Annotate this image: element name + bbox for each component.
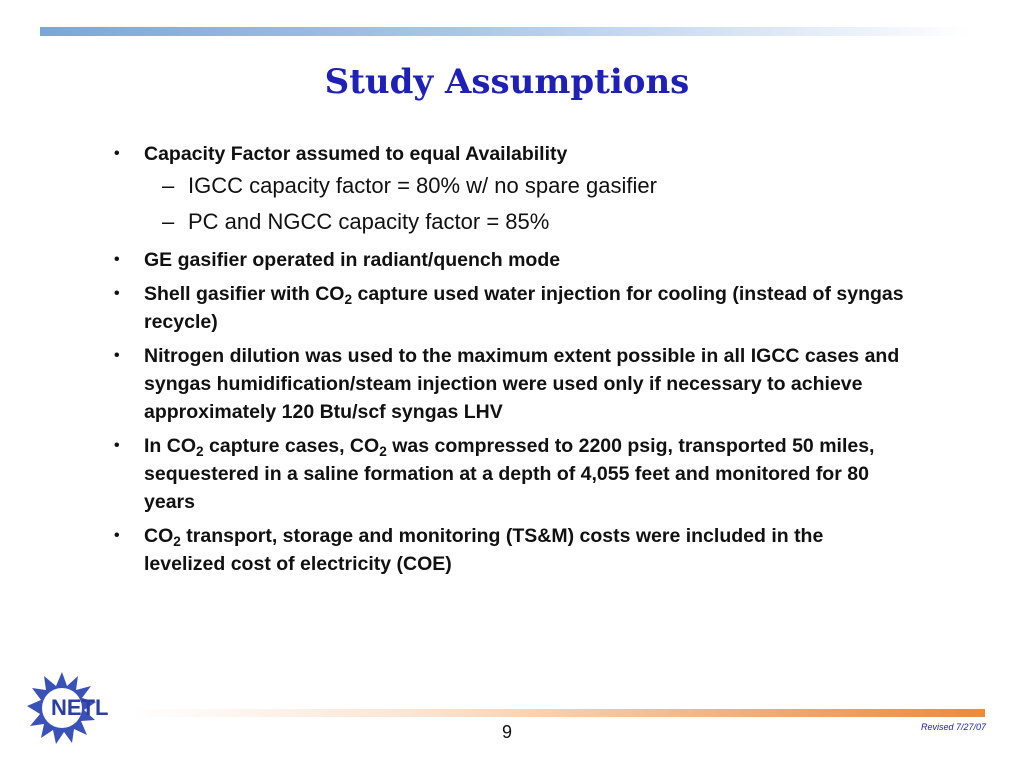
bullet-shell-gasifier (110, 280, 910, 336)
bullet-text: Shell gasifier with $CO_2$ capture used water injection for cooling (instead of syngas recycle) (144, 283, 904, 333)
bullet-text: In $CO_2$ capture cases, $CO_2$ was compressed to 2200 psig, transported 50 miles, sequestered in a saline formation at a depth of 4,055 feet and monitored for 80 years (144, 435, 875, 513)
subscript: 2 (379, 444, 387, 460)
sub-bullet-marker: – (162, 173, 175, 198)
bullet-text: GE gasifier operated in radiant/quench mode (144, 249, 561, 271)
bullet-ge-gasifier (110, 246, 910, 274)
netl-starburst-icon (24, 668, 134, 748)
bullet-list (110, 140, 910, 584)
subscript: 2 (344, 292, 353, 308)
netl-logo (24, 668, 134, 748)
top-decorative-bar (40, 27, 970, 36)
sub-bullet-text: IGCC capacity factor = 80% w/ no spare gasifier (188, 173, 657, 198)
bullet-nitrogen-dilution (110, 342, 910, 426)
subscript: 2 (173, 534, 181, 550)
bullet-marker: • (114, 527, 120, 544)
bullet-co2-transport (110, 522, 910, 578)
netl-logo-text: NETL (51, 695, 109, 720)
slide-title: Study Assumptions (324, 62, 690, 102)
sub-bullet-text: PC and NGCC capacity factor = 85% (188, 209, 550, 234)
bullet-text: Capacity Factor assumed to equal Availability (144, 143, 568, 165)
page-number: 9 (502, 722, 513, 742)
bullet-capacity-factor (110, 140, 910, 240)
sub-bullet-list (144, 168, 910, 240)
subscript: 2 (196, 444, 204, 460)
bullet-marker: • (114, 437, 120, 454)
bottom-decorative-bar (130, 709, 985, 717)
bullet-text: Nitrogen dilution was used to the maximum extent possible in all IGCC cases and syngas humidification/steam injection were used only if necessary to achieve approximately 120 Btu/scf syngas LHV (144, 345, 900, 423)
bullet-marker: • (114, 251, 120, 268)
sub-bullet-igcc (144, 168, 910, 204)
bullet-co2-capture (110, 432, 910, 516)
sub-bullet-pc-ngcc (144, 204, 910, 240)
bullet-marker: • (114, 285, 120, 302)
bullet-marker: • (114, 145, 120, 162)
bullet-marker: • (114, 347, 120, 364)
bullet-text: $CO_2$ transport, storage and monitoring (TS&M) costs were included in the levelized cost of electricity (COE) (144, 525, 824, 575)
revised-date: Revised 7/27/07 (920, 722, 986, 732)
sub-bullet-marker: – (162, 209, 175, 234)
